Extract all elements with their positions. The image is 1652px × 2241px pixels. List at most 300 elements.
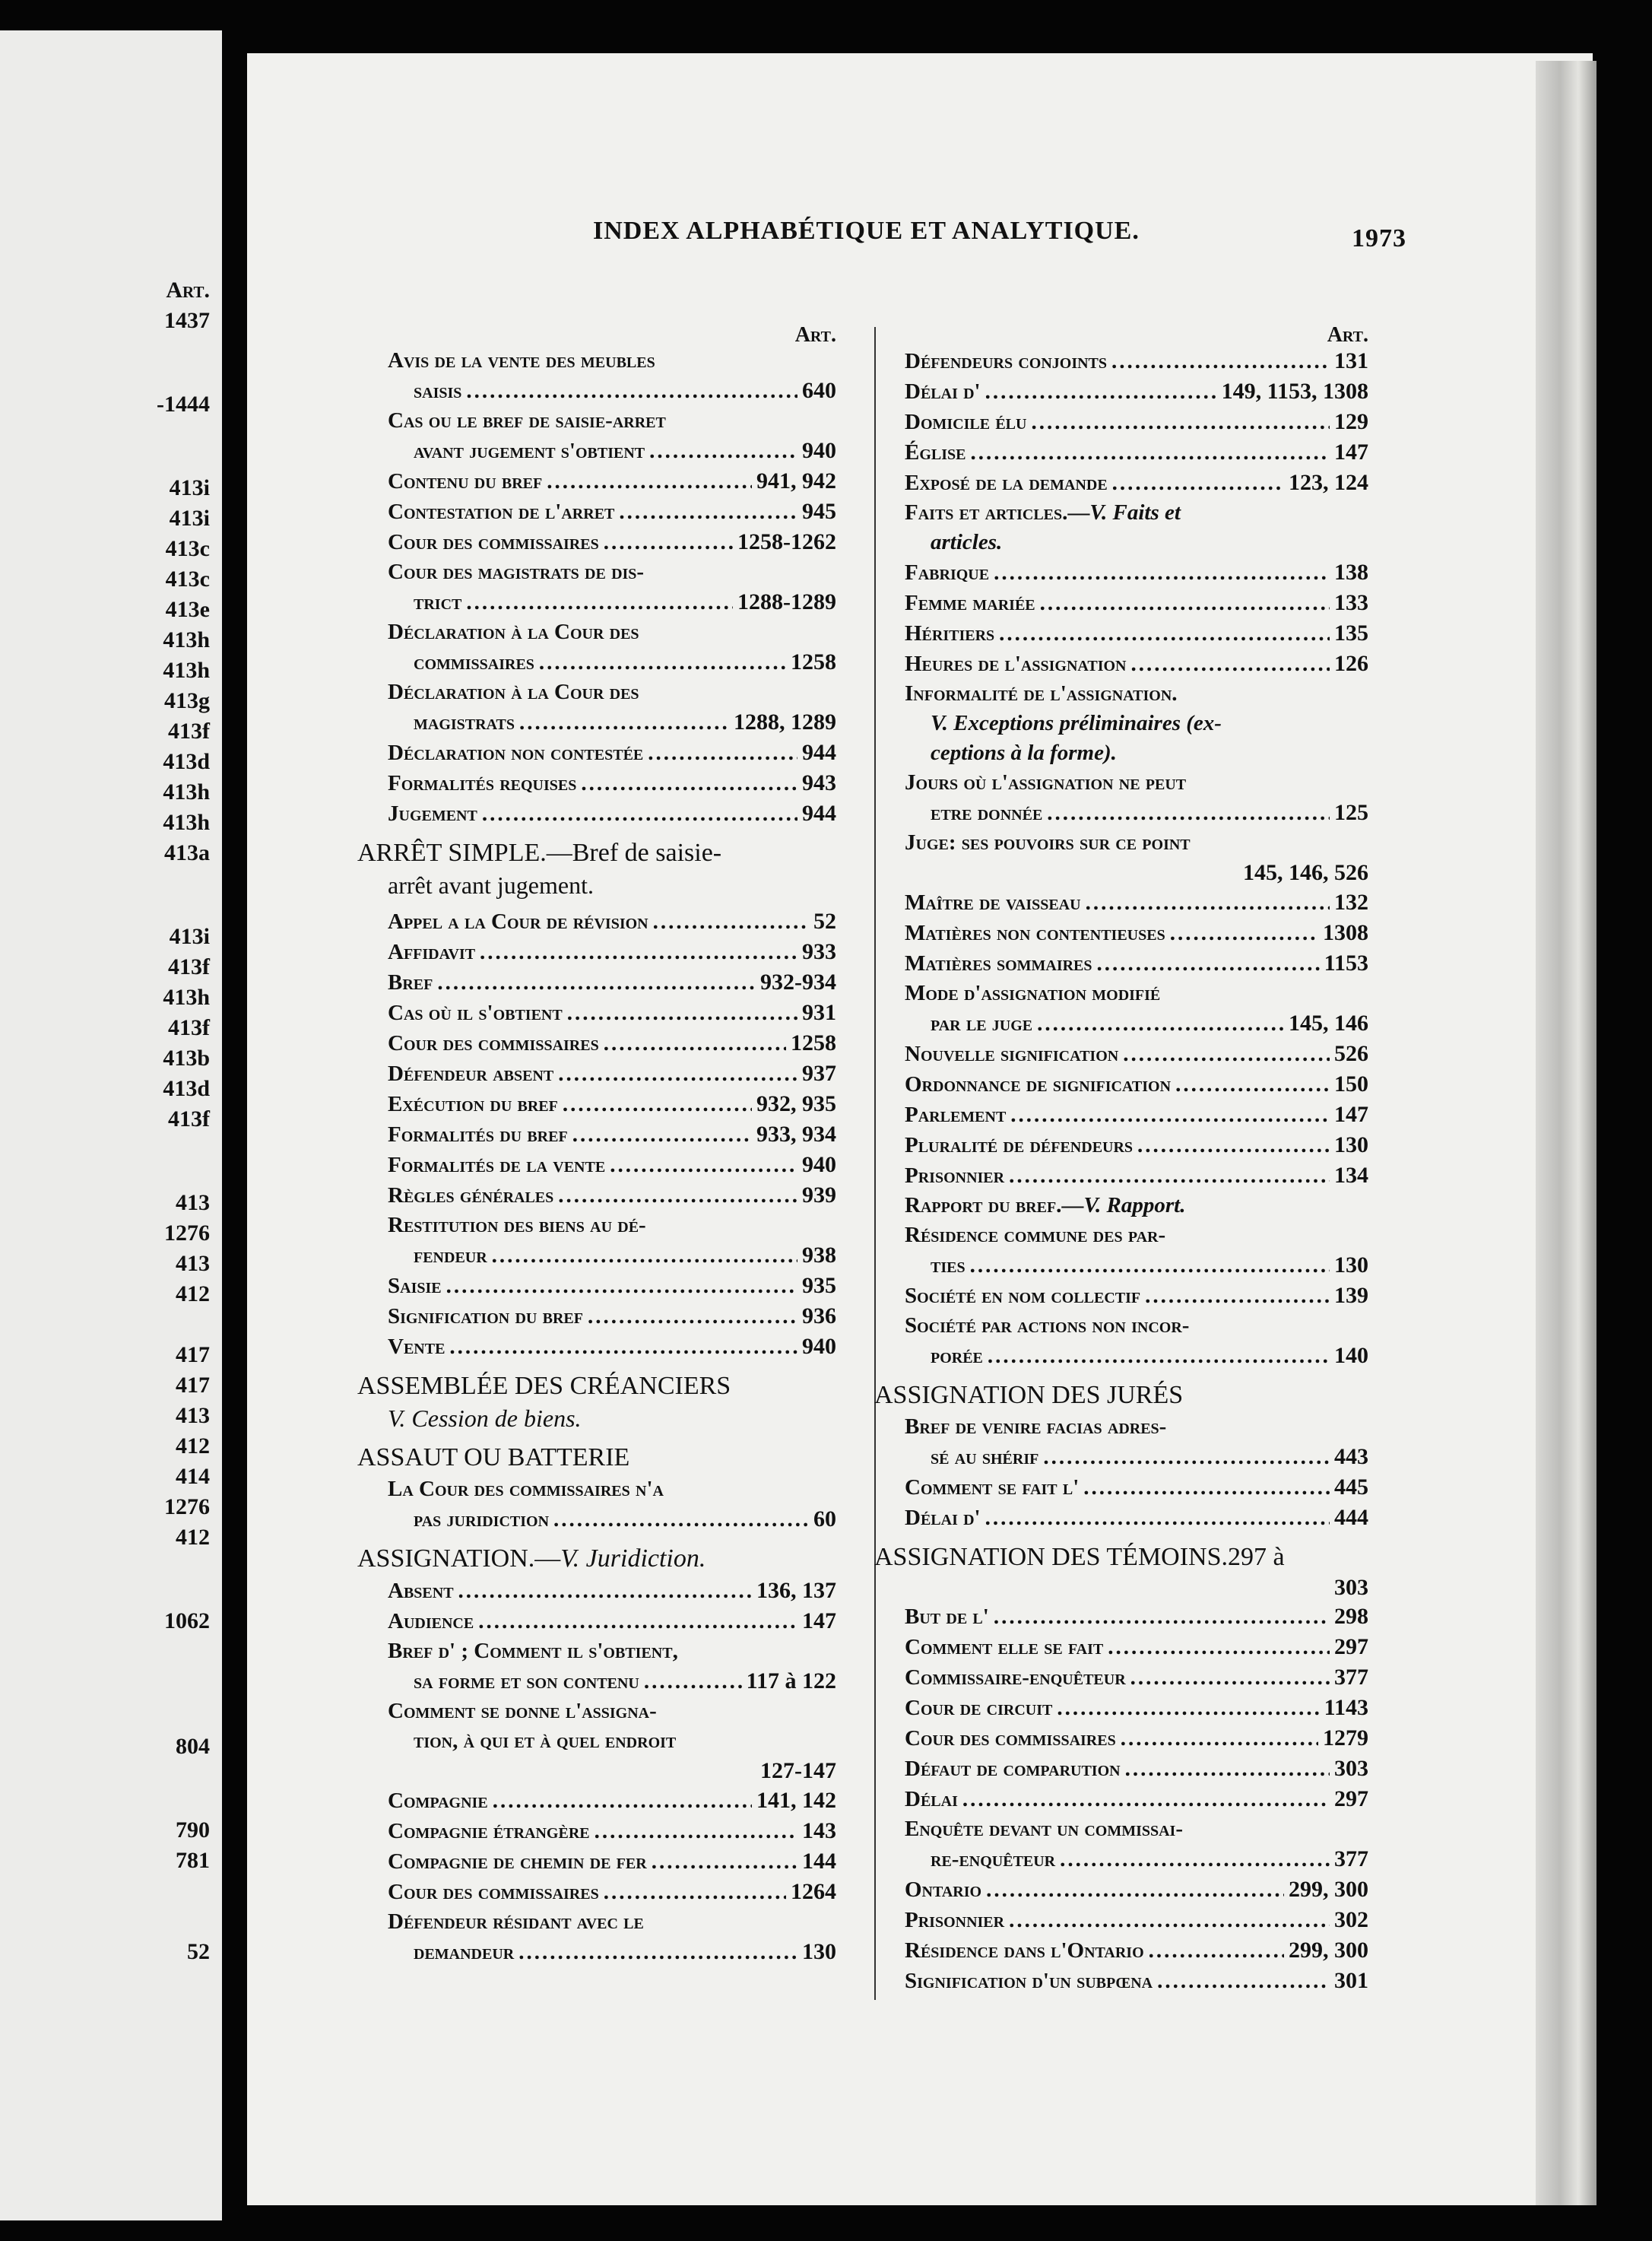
index-entry [388, 1089, 836, 1119]
page-edge [1536, 61, 1597, 2205]
article-number: 129 [1334, 409, 1368, 434]
entry-text: Ordonnance de signification [905, 1072, 1172, 1097]
entry-text: Société par actions non incor- [905, 1313, 1190, 1338]
entry-text: Prisonnier [905, 1163, 1005, 1188]
entry-row [905, 437, 1368, 468]
index-entry [388, 906, 836, 937]
entry-row [905, 1874, 1368, 1905]
entry-text: Jours où l'assignation ne peut [905, 770, 1187, 795]
index-entry [905, 407, 1368, 437]
heading-assignation-title: ASSIGNATION.— [357, 1544, 561, 1573]
entry-text: Défendeurs conjoints [905, 349, 1108, 373]
entry-text: Héritiers [905, 621, 995, 646]
index-entry [905, 1281, 1368, 1311]
leader-dots [1112, 468, 1284, 498]
entry-row [905, 1250, 1368, 1281]
entry-row [905, 1311, 1368, 1341]
left-margin-number: 1437 [164, 308, 210, 333]
entry-text: Maître de vaisseau [905, 890, 1081, 915]
article-number: 140 [1334, 1343, 1368, 1368]
entry-row [388, 1504, 836, 1535]
entry-text: Informalité de l'assignation. [905, 681, 1178, 706]
entry-row [388, 1240, 836, 1271]
entry-row [388, 1180, 836, 1211]
index-entry [388, 1474, 836, 1535]
entry-text: Juge: ses pouvoirs sur ce point [905, 830, 1191, 855]
index-entry [388, 527, 836, 557]
entry-text: Cas ou le bref de saisie-arret [388, 408, 666, 433]
article-number: 940 [802, 1152, 836, 1177]
entry-text: trict [414, 590, 462, 614]
article-number: 127-147 [760, 1758, 836, 1783]
entry-row [905, 709, 1368, 738]
entry-text: Matières sommaires [905, 951, 1092, 976]
entry-text: Cour des commissaires [388, 530, 599, 554]
entry-text: Règles générales [388, 1183, 554, 1208]
entry-text: Contestation de l'arret [388, 500, 615, 524]
entry-row [905, 1601, 1368, 1632]
entry-text: Domicile élu [905, 410, 1027, 434]
entry-text: Signification du bref [388, 1304, 583, 1328]
entry-row [388, 798, 836, 829]
entry-row [905, 1191, 1368, 1220]
article-number: 145, 146 [1289, 1011, 1368, 1036]
index-entry [905, 1632, 1368, 1662]
entry-text: Contenu du bref [388, 469, 543, 494]
article-number: 932, 935 [756, 1091, 836, 1116]
entry-row [388, 967, 836, 998]
index-entry [388, 798, 836, 829]
entry-text: Église [905, 440, 966, 465]
left-margin-number: 1276 [164, 1220, 210, 1246]
article-number: 1279 [1323, 1725, 1368, 1751]
entry-text: Fabrique [905, 560, 990, 585]
entry-text: commissaires [414, 650, 534, 675]
left-margin-number: 413a [164, 840, 210, 865]
index-entry [388, 1846, 836, 1877]
index-entry [388, 768, 836, 798]
entry-text: Ontario [905, 1878, 982, 1902]
article-number: 130 [1334, 1132, 1368, 1157]
article-number: 125 [1334, 800, 1368, 825]
leader-dots [999, 619, 1330, 649]
entries-jures [874, 1412, 1368, 1533]
entry-row [905, 887, 1368, 918]
entry-row [905, 858, 1368, 887]
index-entry [905, 1311, 1368, 1371]
entry-text: Jugement [388, 801, 477, 826]
leader-dots [1009, 1906, 1330, 1935]
entry-row [388, 1089, 836, 1119]
entry-text: Défendeur absent [388, 1062, 554, 1086]
heading-assaut: ASSAUT OU BATTERIE [357, 1443, 630, 1471]
left-margin-number: 412 [176, 1433, 210, 1459]
article-number: 940 [802, 1334, 836, 1359]
leader-dots [1040, 589, 1330, 618]
left-margin-number: 412 [176, 1525, 210, 1550]
entry-text: Nouvelle signification [905, 1042, 1119, 1066]
leader-dots [619, 497, 797, 527]
entry-row [388, 346, 836, 376]
left-margin-number: 413 [176, 1251, 210, 1276]
entry-text: Cour des magistrats de dis- [388, 560, 645, 584]
entry-row [905, 738, 1368, 768]
entry-text: Bref d' ; Comment il s'obtient, [388, 1639, 678, 1663]
entry-text: ties [931, 1253, 966, 1278]
leader-dots [988, 1341, 1330, 1371]
leader-dots [449, 1332, 797, 1362]
left-margin-number: 781 [176, 1848, 210, 1873]
article-number: 943 [802, 770, 836, 795]
index-entry [905, 1966, 1368, 1996]
article-number: 117 à 122 [746, 1668, 836, 1693]
heading-assemblee-ref: V. Cession de biens. [388, 1405, 582, 1432]
index-entry [905, 1935, 1368, 1966]
article-number: 377 [1334, 1665, 1368, 1690]
leader-dots [1111, 347, 1330, 376]
article-number: 144 [802, 1849, 836, 1874]
entry-row [905, 1844, 1368, 1874]
index-entry [905, 1191, 1368, 1220]
entry-row [388, 998, 836, 1028]
index-entry [388, 346, 836, 406]
leader-dots [480, 938, 797, 967]
entry-row [905, 679, 1368, 709]
entry-row [905, 1966, 1368, 1996]
entry-text: Restitution des biens au dé- [388, 1213, 646, 1237]
leader-dots [478, 1607, 797, 1636]
leader-dots [1123, 1040, 1330, 1069]
article-number: 933, 934 [756, 1122, 836, 1147]
entry-row [905, 1935, 1368, 1966]
article-number: 136, 137 [756, 1578, 836, 1603]
entry-row [388, 1150, 836, 1180]
entry-row [388, 678, 836, 707]
index-entry [388, 998, 836, 1028]
left-margin-number: 790 [176, 1817, 210, 1843]
index-entry [388, 1119, 836, 1150]
leader-dots [458, 1576, 752, 1606]
index-entry [388, 1332, 836, 1362]
heading-temoins-num: 297 à [1228, 1543, 1285, 1571]
entry-row [905, 468, 1368, 498]
leader-dots [558, 1181, 797, 1211]
entry-text: Compagnie de chemin de fer [388, 1849, 647, 1874]
entry-row [905, 1100, 1368, 1130]
entry-row [388, 1332, 836, 1362]
entry-row [388, 1059, 836, 1089]
left-margin-number: 413f [168, 1015, 210, 1040]
article-number: 1258 [791, 649, 836, 675]
index-entry [388, 1816, 836, 1846]
entry-row [905, 1754, 1368, 1784]
entry-text: Absent [388, 1579, 454, 1603]
article-number: 377 [1334, 1846, 1368, 1871]
entry-text: saisis [414, 379, 462, 403]
entries-assignation-cont [874, 346, 1368, 1371]
entry-text: Déclaration à la Cour des [388, 680, 639, 704]
leader-dots [588, 1302, 797, 1332]
index-entry [388, 1576, 836, 1606]
entry-row [905, 1472, 1368, 1503]
index-entry [905, 1503, 1368, 1533]
leader-dots [595, 1817, 797, 1846]
entry-text: Formalités requises [388, 771, 577, 795]
previous-page-edge [0, 30, 222, 2220]
entry-text: Formalités du bref [388, 1122, 568, 1147]
article-number: 444 [1334, 1505, 1368, 1530]
article-number: 138 [1334, 560, 1368, 585]
left-margin-number: 413d [163, 749, 210, 774]
entry-row [388, 1907, 836, 1937]
entry-text: Parlement [905, 1103, 1007, 1127]
article-number: 147 [1334, 1102, 1368, 1127]
leader-dots [1097, 949, 1320, 979]
entry-text: sé au shérif [931, 1445, 1039, 1469]
index-entry [905, 1723, 1368, 1754]
article-number: 526 [1334, 1041, 1368, 1066]
entry-text: fendeur [414, 1243, 487, 1268]
left-margin-number: 1276 [164, 1494, 210, 1519]
entry-row [388, 647, 836, 678]
article-number: 1288, 1289 [734, 709, 836, 735]
heading-assignation-ref: V. Juridiction. [560, 1544, 706, 1573]
article-number: 1258 [791, 1030, 836, 1055]
index-entry [905, 828, 1368, 887]
leader-dots [985, 1503, 1330, 1533]
entry-row [388, 1816, 836, 1846]
left-margin-number: -1444 [157, 392, 210, 417]
entry-text: Défendeur résidant avec le [388, 1909, 644, 1934]
entry-row [905, 1442, 1368, 1472]
leader-dots [610, 1151, 797, 1180]
index-entry [905, 588, 1368, 618]
leader-dots [1130, 649, 1330, 679]
entry-row [388, 1697, 836, 1726]
left-margin-number: 417 [176, 1342, 210, 1367]
index-entry [388, 497, 836, 527]
entry-text: Audience [388, 1609, 474, 1633]
article-number: 1308 [1323, 920, 1368, 945]
leader-dots [1037, 1009, 1284, 1039]
article-number: 149, 1153, 1308 [1221, 379, 1368, 404]
entry-text: Heures de l'assignation [905, 652, 1127, 676]
entry-row [388, 937, 836, 967]
entry-row [905, 1412, 1368, 1442]
entry-row [388, 557, 836, 587]
entry-text: re-enquêteur [931, 1847, 1056, 1871]
index-entry [905, 679, 1368, 768]
article-number: 301 [1334, 1968, 1368, 1993]
article-number: 945 [802, 499, 836, 524]
entry-text: par le juge [931, 1011, 1033, 1036]
leader-dots [1009, 1161, 1330, 1191]
leader-dots [482, 799, 797, 829]
leader-dots [563, 1090, 752, 1119]
article-number: 135 [1334, 621, 1368, 646]
index-entry [905, 768, 1368, 828]
entry-row [388, 436, 836, 466]
entry-row [388, 1576, 836, 1606]
entry-row [388, 1756, 836, 1785]
entry-row [905, 1632, 1368, 1662]
leader-dots [1060, 1845, 1330, 1874]
entry-text: Déclaration à la Cour des [388, 620, 639, 644]
entry-row [905, 768, 1368, 798]
index-entry [388, 617, 836, 678]
index-entry [905, 1069, 1368, 1100]
entry-text: Délai d' [905, 1506, 981, 1530]
entry-row [905, 1503, 1368, 1533]
index-entry [388, 1636, 836, 1697]
index-entry [905, 1601, 1368, 1632]
index-entry [905, 1662, 1368, 1693]
entry-row [905, 1008, 1368, 1039]
article-number: 297 [1334, 1786, 1368, 1811]
article-number: 297 [1334, 1634, 1368, 1659]
leader-dots [994, 1602, 1330, 1632]
entry-text: Exécution du bref [388, 1092, 558, 1116]
left-margin-number: 413c [165, 536, 210, 561]
leader-dots [970, 1251, 1330, 1281]
left-margin-art-label: Art. [166, 278, 210, 303]
article-number: 147 [802, 1608, 836, 1633]
entry-row [388, 738, 836, 768]
article-number: 1288-1289 [737, 589, 836, 614]
entry-row [388, 1028, 836, 1059]
entry-row [905, 979, 1368, 1008]
entry-row [905, 407, 1368, 437]
index-entry [388, 1606, 836, 1636]
leader-dots [1043, 1443, 1330, 1472]
index-entry [388, 1785, 836, 1816]
entry-row [905, 1341, 1368, 1371]
left-margin-number: 1062 [164, 1608, 210, 1633]
index-entry [905, 376, 1368, 407]
article-number: 443 [1334, 1444, 1368, 1469]
entry-text: sa forme et son contenu [414, 1669, 639, 1693]
entry-text: Cour des commissaires [388, 1031, 599, 1055]
index-entry [905, 1814, 1368, 1874]
entry-row [388, 1937, 836, 1967]
index-entry [905, 1693, 1368, 1723]
article-number: 944 [802, 801, 836, 826]
index-entry [905, 887, 1368, 918]
left-margin-number: 413e [165, 597, 210, 622]
entry-text: Exposé de la demande [905, 471, 1108, 495]
left-margin-number: 413f [168, 1106, 210, 1132]
index-entry [905, 557, 1368, 588]
index-entry [388, 406, 836, 466]
article-number: 445 [1334, 1474, 1368, 1500]
entry-text: Enquête devant un commissai- [905, 1817, 1183, 1841]
index-entry [905, 1874, 1368, 1905]
index-entry [388, 1271, 836, 1301]
entry-row [388, 527, 836, 557]
entry-text: porée [931, 1344, 983, 1368]
leader-dots [604, 1878, 786, 1907]
heading-temoins-num2: 303 [1334, 1575, 1368, 1600]
entry-text: Bref [388, 970, 433, 995]
index-entry [388, 967, 836, 998]
leader-dots [1010, 1100, 1330, 1130]
article-number: 150 [1334, 1071, 1368, 1097]
entry-row [905, 528, 1368, 557]
leader-dots [466, 376, 797, 406]
leader-dots [567, 998, 797, 1028]
entry-row [388, 1636, 836, 1666]
index-entry [388, 1877, 836, 1907]
entry-text: Faits et articles.— [905, 500, 1090, 525]
entry-row [388, 707, 836, 738]
entry-text: tion, à qui et à quel endroit [414, 1728, 677, 1753]
index-entry [388, 1211, 836, 1271]
article-number: 944 [802, 740, 836, 765]
entry-row [388, 1877, 836, 1907]
leader-dots [1125, 1754, 1330, 1784]
index-entry [905, 649, 1368, 679]
entry-text: Délai d' [905, 379, 981, 404]
leader-dots [539, 648, 786, 678]
leader-dots [994, 558, 1330, 588]
page-title: INDEX ALPHABÉTIQUE ET ANALYTIQUE. [593, 217, 1140, 245]
entry-text: Défaut de comparution [905, 1757, 1121, 1781]
leader-dots [1175, 1070, 1330, 1100]
entry-text: Cour des commissaires [388, 1880, 599, 1904]
art-column-label: Art. [794, 323, 836, 347]
leader-dots [1031, 408, 1330, 437]
leader-dots [1057, 1693, 1319, 1723]
entry-text: Femme mariée [905, 591, 1035, 615]
article-number: 60 [813, 1506, 836, 1532]
entry-text: Matières non contentieuses [905, 921, 1165, 945]
entry-text: articles. [931, 530, 1003, 554]
left-margin-number: 413f [168, 954, 210, 979]
index-entry [905, 1905, 1368, 1935]
leader-dots [519, 708, 729, 738]
article-number: 141, 142 [756, 1788, 836, 1813]
entry-row [905, 588, 1368, 618]
leader-dots [1145, 1281, 1330, 1311]
leader-dots [493, 1786, 752, 1816]
index-entry [905, 1412, 1368, 1472]
article-number: 130 [802, 1939, 836, 1964]
entry-row [388, 1785, 836, 1816]
left-margin-number: 412 [176, 1281, 210, 1306]
article-number: 132 [1334, 890, 1368, 915]
entry-row [388, 1474, 836, 1504]
index-entry [388, 738, 836, 768]
entry-row [905, 828, 1368, 858]
entry-text: Pluralité de défendeurs [905, 1133, 1134, 1157]
entry-row [388, 1119, 836, 1150]
entry-row [905, 1039, 1368, 1069]
index-entry [905, 468, 1368, 498]
leader-dots [1121, 1724, 1318, 1754]
entry-text: Cas où il s'obtient [388, 1001, 563, 1025]
article-number: 1153 [1324, 951, 1368, 976]
leader-dots [466, 588, 733, 617]
left-margin-number: 413h [163, 658, 210, 683]
entry-text: Mode d'assignation modifié [905, 981, 1161, 1005]
index-entry [905, 618, 1368, 649]
article-number: 936 [802, 1303, 836, 1328]
entries-avis [357, 346, 836, 829]
article-number: 52 [813, 909, 836, 934]
leader-dots [971, 438, 1330, 468]
heading-assignation [357, 1542, 836, 1576]
leader-dots [581, 769, 797, 798]
